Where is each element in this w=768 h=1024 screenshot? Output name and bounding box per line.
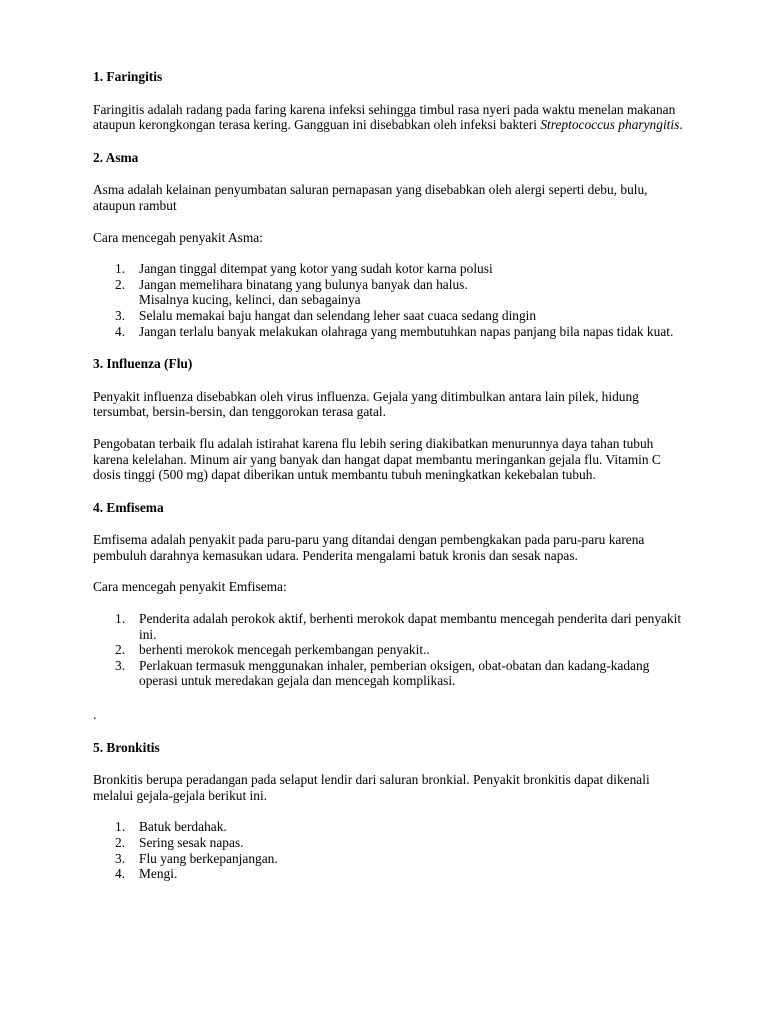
list-item-number: 1. (115, 611, 126, 627)
bacteria-name: Streptococcus pharyngitis (540, 117, 680, 133)
list-item-number: 3. (115, 850, 126, 866)
list-item (93, 866, 683, 882)
bronkitis-paragraph: Bronkitis berupa peradangan pada selaput lendir dari saluran bronkial. Penyakit bronkitis dapat dikenali melalui gejala-gejala berikut ini. (93, 772, 650, 803)
list-item-text: Mengi. (139, 866, 178, 882)
document-page (93, 69, 683, 882)
list-item-text: Jangan memelihara binatang yang bulunya banyak dan halus. (139, 276, 468, 292)
list-item-text: Perlakuan termasuk menggunakan inhaler, pemberian oksigen, obat-obatan dan kadang-kadang operasi untuk meredakan gejala dan mencegah komplikasi. (139, 657, 650, 689)
section-heading-faringitis: 1. Faringitis (93, 69, 163, 84)
list-item-text-continued: Misalnya kucing, kelinci, dan sebagainya (139, 292, 361, 308)
list-item-text: Jangan terlalu banyak melakukan olahraga yang membutuhkan napas panjang bila napas tidak kuat. (139, 323, 674, 339)
list-item-text: Penderita adalah perokok aktif, berhenti merokok dapat membantu mencegah penderita dari penyakit ini. (139, 611, 682, 642)
influenza-treatment-paragraph: Pengobatan terbaik flu adalah istirahat karena flu lebih sering diakibatkan menurunnya daya tahan tubuh karena kelelahan. Minum air yang banyak dan hangat dapat membantu meringankan gejala flu. Vitamin C dosis tinggi (500 mg) dapat diberikan untuk membantu tubuh meningkatkan kekebalan tubuh. (93, 435, 661, 483)
list-item-text: berhenti merokok mencegah perkembangan penyakit.. (139, 642, 430, 658)
list-item (93, 658, 683, 689)
list-item (93, 308, 683, 324)
list-item-number: 2. (115, 835, 126, 850)
list-item-text: Batuk berdahak. (139, 819, 227, 835)
asma-paragraph: Asma adalah kelainan penyumbatan saluran pernapasan yang disebabkan oleh alergi seperti debu, bulu, ataupun rambut (93, 182, 648, 213)
list-item-number: 1. (115, 261, 126, 277)
bronkitis-symptom-list (93, 819, 683, 881)
asma-prevention-list (93, 261, 683, 339)
list-item-text: Flu yang berkepanjangan. (139, 850, 278, 866)
list-item-number: 4. (115, 323, 126, 339)
list-item (93, 642, 683, 658)
list-item (93, 277, 683, 308)
list-item-number: 2. (115, 642, 126, 658)
list-item-text: Selalu memakai baju hangat dan selendang leher saat cuaca sedang dingin (139, 307, 537, 323)
emfisema-prevention-intro: Cara mencegah penyakit Emfisema: (93, 579, 287, 595)
faringitis-period: . (679, 117, 683, 133)
emfisema-paragraph: Emfisema adalah penyakit pada paru-paru yang ditandai dengan pembengkakan pada paru-paru karena pembuluh darahnya kemasukan udara. Penderita mengalami batuk kronis dan sesak napas. (93, 532, 645, 563)
list-item (93, 611, 683, 642)
list-item-text: Sering sesak napas. (139, 835, 244, 850)
list-item-number: 3. (115, 657, 126, 673)
faringitis-paragraph (93, 102, 683, 133)
influenza-paragraph: Penyakit influenza disebabkan oleh virus influenza. Gejala yang ditimbulkan antara lain pilek, hidung tersumbat, bersin-bersin, dan tenggorokan terasa gatal. (93, 388, 639, 420)
list-item-number: 3. (115, 307, 126, 323)
list-item (93, 835, 683, 851)
list-item-text: Jangan tinggal ditempat yang kotor yang sudah kotor karna polusi (139, 261, 493, 277)
section-heading-asma: 2. Asma (93, 149, 139, 165)
list-item (93, 851, 683, 867)
section-heading-bronkitis: 5. Bronkitis (93, 739, 160, 755)
emfisema-prevention-list (93, 611, 683, 689)
trailing-period: . (93, 707, 97, 723)
list-item (93, 819, 683, 835)
list-item-number: 2. (115, 276, 126, 292)
list-item (93, 261, 683, 277)
list-item-number: 1. (115, 819, 126, 835)
section-heading-influenza: 3. Influenza (Flu) (93, 356, 193, 372)
section-heading-emfisema: 4. Emfisema (93, 499, 164, 515)
faringitis-text: Faringitis adalah radang pada faring karena infeksi sehingga timbul rasa nyeri pada waktu menelan makanan ataupun kerongkongan terasa kering. Gangguan ini disebabkan oleh infeksi bakteri (93, 101, 676, 133)
asma-prevention-intro: Cara mencegah penyakit Asma: (93, 229, 263, 245)
list-item-number: 4. (115, 866, 126, 882)
list-item (93, 324, 683, 340)
